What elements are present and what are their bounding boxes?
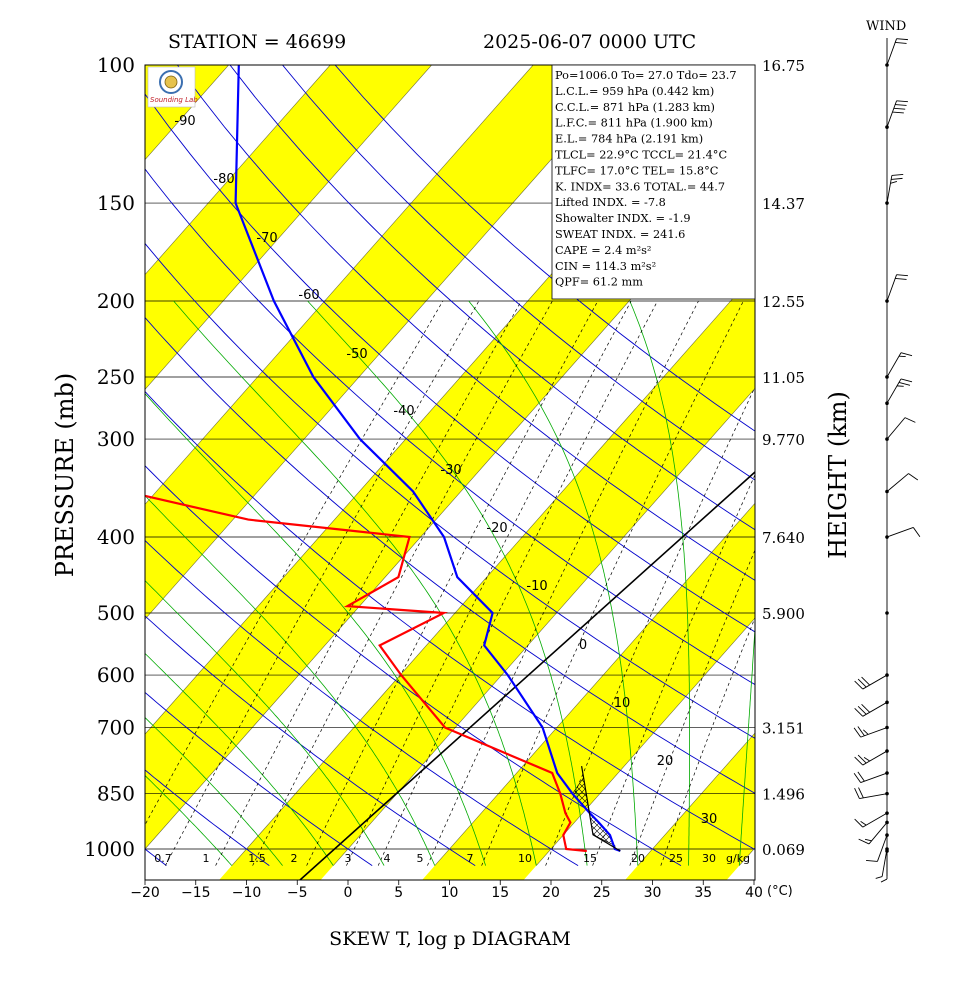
wind-barb-flag: [892, 174, 903, 175]
isotherm-label: 30: [700, 812, 718, 827]
mixing-ratio-unit: g/kg: [726, 852, 751, 865]
height-tick-label: 3.151: [762, 719, 805, 738]
stability-index-line: CAPE = 2.4 m²s²: [555, 243, 652, 257]
wind-barb-flag: [897, 275, 908, 276]
height-tick-label: 5.900: [762, 604, 805, 623]
mixing-ratio-label: 4: [383, 852, 391, 865]
isotherm-label: -90: [174, 114, 196, 129]
wind-barb-flag: [897, 39, 908, 40]
logo-seal-center: [165, 76, 177, 88]
wind-barb-flag: [905, 418, 915, 423]
height-tick-label: 7.640: [762, 529, 805, 548]
wind-label: WIND: [866, 19, 907, 34]
datetime-label: 2025-06-07 0000 UTC: [483, 31, 697, 53]
wind-barb-staff: [887, 527, 913, 537]
height-axis-title: HEIGHT (km): [824, 391, 852, 559]
wind-barb-flag: [881, 879, 887, 882]
wind-barb-staff: [863, 813, 887, 827]
stability-index-line: Showalter INDX. = -1.9: [555, 212, 691, 226]
isotherm-label: -60: [298, 288, 320, 303]
stability-index-line: TLFC= 17.0°C TEL= 15.8°C: [555, 164, 719, 178]
mixing-ratio-label: 15: [583, 852, 597, 865]
wind-barb-staff: [887, 101, 897, 127]
pressure-tick-label: 250: [96, 364, 135, 389]
logo-text: Sounding Lab: [150, 96, 198, 104]
isotherm-label: 20: [656, 754, 674, 769]
x-tick-label: −10: [231, 885, 262, 901]
wind-barb-staff: [887, 379, 901, 403]
wind-barb-flag: [859, 788, 864, 798]
pressure-axis-title: PRESSURE (mb): [51, 372, 79, 578]
wind-barb-staff: [887, 418, 905, 439]
x-tick-label: 5: [394, 885, 404, 901]
isotherm-label: -30: [440, 463, 462, 478]
wind-barb-flag: [865, 839, 872, 841]
stability-index-line: SWEAT INDX. = 241.6: [555, 228, 686, 241]
isotherm-label: -20: [486, 521, 508, 536]
mixing-ratio-label: 2: [290, 852, 298, 865]
x-tick-label: 10: [440, 885, 459, 901]
wind-profile: [854, 38, 920, 882]
mixing-ratio-label: 3: [344, 852, 352, 865]
mixing-ratio-label: 25: [669, 852, 683, 865]
x-tick-label: 20: [542, 885, 560, 901]
isotherm-label: 10: [613, 696, 631, 711]
station-label: STATION = 46699: [168, 31, 347, 53]
pressure-tick-label: 600: [96, 663, 135, 688]
wind-barb-flag: [908, 474, 917, 480]
height-tick-label: 11.05: [762, 368, 805, 387]
wind-barb-flag: [894, 108, 905, 109]
isotherm-label: -80: [213, 172, 235, 187]
wind-barb-flag: [866, 860, 877, 861]
pressure-tick-label: 700: [96, 715, 135, 740]
x-tick-label: 40: [745, 885, 763, 901]
stability-index-line: L.F.C.= 811 hPa (1.900 km): [555, 116, 713, 130]
stability-index-line: K. INDX= 33.6 TOTAL.= 44.7: [555, 180, 726, 194]
height-tick-label: 1.496: [762, 785, 805, 804]
wind-barb-flag: [901, 379, 912, 382]
wind-barb-flag: [855, 819, 863, 827]
wind-barb-flag: [855, 788, 860, 798]
wind-barb-staff: [887, 39, 897, 65]
mixing-ratio-label: 20: [631, 852, 645, 865]
height-tick-label: 0.069: [762, 841, 805, 859]
stability-index-line: Po=1006.0 To= 27.0 Tdo= 23.7: [555, 69, 737, 82]
wind-barb-staff: [863, 751, 887, 765]
wind-level-dot: [885, 401, 889, 405]
pressure-tick-label: 200: [96, 289, 135, 314]
mixing-ratio-label: 0.7: [154, 852, 172, 865]
wind-barb-flag: [895, 278, 906, 279]
wind-barb-staff: [887, 353, 901, 377]
wind-barb-staff: [887, 275, 897, 301]
wind-barb-staff: [887, 175, 892, 203]
wind-barb-flag: [895, 105, 906, 106]
mixing-ratio-label: 5: [416, 852, 424, 865]
wind-barb-staff: [859, 794, 887, 799]
stability-index-line: C.C.L.= 871 hPa (1.283 km): [555, 100, 715, 114]
stability-index-line: E.L.= 784 hPa (2.191 km): [555, 132, 704, 146]
x-tick-label: 30: [643, 885, 662, 901]
x-tick-label: 35: [694, 885, 713, 901]
isotherm-label: -40: [393, 404, 415, 419]
isotherm-label: 0: [578, 638, 588, 653]
pressure-tick-label: 300: [96, 427, 135, 452]
temperature-unit: (°C): [767, 884, 793, 899]
wind-barb-flag: [863, 730, 868, 735]
pressure-tick-label: 1000: [84, 837, 135, 861]
mixing-ratio-label: 30: [702, 852, 716, 865]
wind-barb-staff: [869, 822, 887, 843]
pressure-tick-label: 500: [96, 600, 135, 625]
isotherm-label: -70: [256, 231, 278, 246]
wind-barb-flag: [913, 527, 920, 536]
wind-barb-flag: [892, 112, 903, 113]
height-tick-label: 12.55: [762, 293, 805, 312]
wind-barb-staff: [861, 773, 887, 783]
wind-level-dot: [885, 611, 889, 615]
mixing-ratio-label: 1: [202, 852, 210, 865]
wind-barb-flag: [890, 181, 896, 183]
pressure-tick-label: 100: [96, 53, 135, 77]
x-tick-label: 25: [592, 885, 611, 901]
wind-barb-flag: [897, 101, 908, 102]
stability-index-line: QPF= 61.2 mm: [555, 275, 643, 289]
wind-barb-flag: [861, 821, 867, 825]
isotherm-label: -50: [346, 347, 368, 362]
diagram-title: SKEW T, log p DIAGRAM: [329, 928, 571, 950]
stability-index-line: TLCL= 22.9°C TCCL= 21.4°C: [555, 148, 728, 162]
wind-level-dot: [885, 375, 889, 379]
height-tick-label: 16.75: [762, 57, 805, 75]
isotherm-line: [0, 65, 26, 866]
pressure-tick-label: 150: [96, 191, 135, 216]
stability-index-line: Lifted INDX. = -7.8: [555, 196, 666, 210]
mixing-ratio-label: 1.5: [248, 852, 266, 865]
wind-barb-flag: [864, 757, 870, 761]
x-tick-label: −20: [130, 885, 160, 901]
wind-barb-staff: [861, 728, 887, 738]
stability-index-line: CIN = 114.3 m²s²: [555, 259, 657, 273]
isotherm-band: [0, 60, 30, 885]
x-tick-label: 0: [343, 885, 353, 901]
station-logo: [148, 67, 198, 107]
wind-barb-flag: [901, 353, 912, 356]
x-tick-label: −15: [180, 885, 211, 901]
height-tick-label: 14.37: [762, 195, 805, 214]
x-tick-label: 15: [491, 885, 510, 901]
wind-barb-staff: [882, 849, 887, 877]
x-tick-label: −5: [286, 885, 308, 901]
wind-barb-staff: [887, 474, 908, 492]
mixing-ratio-label: 7: [466, 852, 474, 865]
mixing-ratio-label: 10: [518, 852, 532, 865]
wind-barb-flag: [895, 42, 906, 43]
isotherm-label: -10: [526, 579, 548, 594]
wind-barb-flag: [876, 877, 882, 879]
wind-barb-flag: [891, 178, 902, 179]
pressure-tick-label: 400: [96, 525, 135, 550]
dry-adiabat: [0, 65, 166, 866]
pressure-tick-label: 850: [96, 781, 135, 806]
stability-index-line: L.C.L.= 959 hPa (0.442 km): [555, 84, 715, 98]
wind-barb-flag: [899, 382, 910, 385]
height-tick-label: 9.770: [762, 431, 805, 450]
